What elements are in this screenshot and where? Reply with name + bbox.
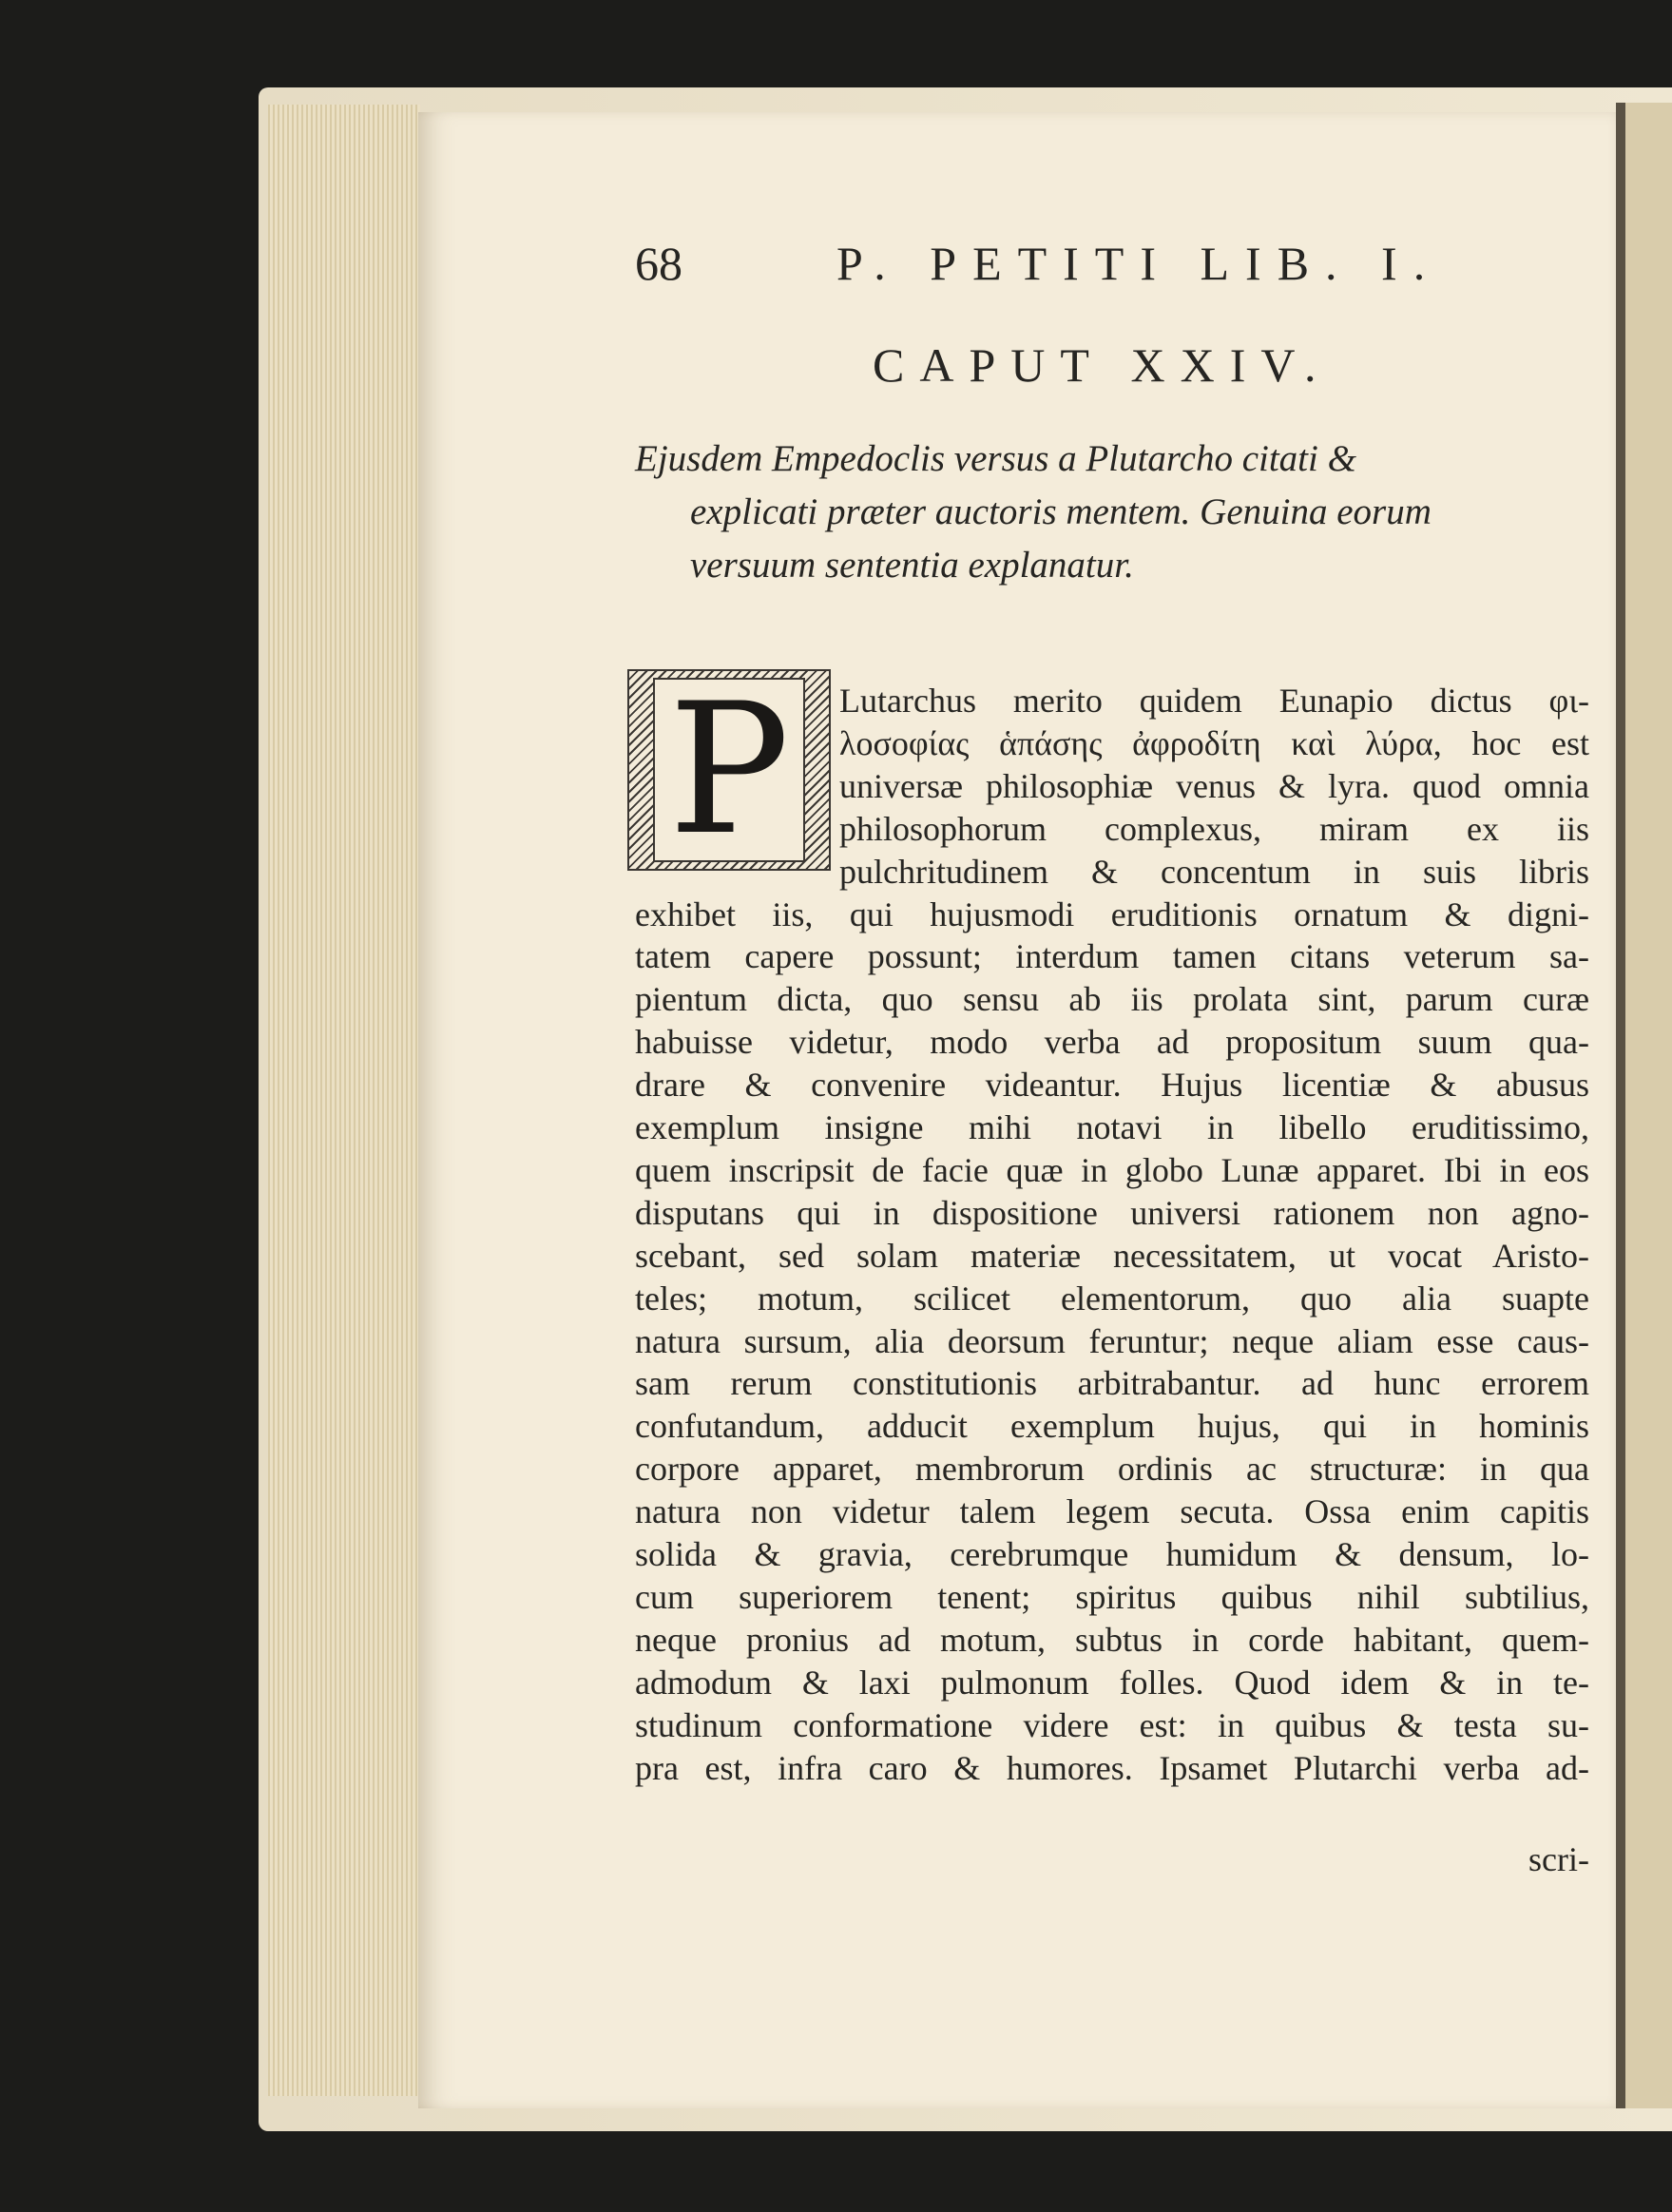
body-line: quem inscripsit de facie quæ in globo Lunæ apparet. Ibi in eos — [635, 1151, 1589, 1189]
body-line: natura sursum, alia deorsum feruntur; neque aliam esse caus- — [635, 1322, 1589, 1360]
page-number: 68 — [635, 237, 682, 290]
body-line: studinum conformatione videre est: in quibus & testa su- — [635, 1706, 1589, 1744]
body-line: solida & gravia, cerebrumque humidum & densum, lo- — [635, 1535, 1589, 1573]
body-line: philosophorum complexus, miram ex iis — [839, 810, 1589, 848]
catchword: scri- — [1528, 1840, 1589, 1878]
chapter-title: CAPUT XXIV. — [873, 338, 1332, 392]
decorated-initial — [627, 664, 831, 875]
summary-line: versuum sententia explanatur. — [690, 545, 1134, 586]
body-line: admodum & laxi pulmonum folles. Quod idem & in te- — [635, 1664, 1589, 1702]
summary-line: Ejusdem Empedoclis versus a Plutarcho citati & — [635, 438, 1356, 479]
body-line: teles; motum, scilicet elementorum, quo alia suapte — [635, 1279, 1589, 1318]
body-line: cum superiorem tenent; spiritus quibus nihil subtilius, — [635, 1578, 1589, 1616]
body-line: λοσοφίας ἁπάσης ἀφροδίτη καὶ λύρα, hoc est — [839, 724, 1589, 762]
body-line: pientum dicta, quo sensu ab iis prolata sint, parum curæ — [635, 980, 1589, 1018]
body-line: pra est, infra caro & humores. Ipsamet Plutarchi verba ad- — [635, 1749, 1589, 1787]
body-line: neque pronius ad motum, subtus in corde habitant, quem- — [635, 1621, 1589, 1659]
running-header — [635, 236, 1586, 293]
body-line: sam rerum constitutionis arbitrabantur. ad hunc errorem — [635, 1364, 1589, 1402]
summary-line: explicati præter auctoris mentem. Genuina eorum — [690, 491, 1432, 532]
body-line: tatem capere possunt; interdum tamen citans veterum sa- — [635, 937, 1589, 975]
body-line: disputans qui in dispositione universi rationem non agno- — [635, 1194, 1589, 1232]
body-line: universæ philosophiæ venus & lyra. quod omnia — [839, 767, 1589, 805]
body-line: scebant, sed solam materiæ necessitatem, ut vocat Aristo- — [635, 1237, 1589, 1275]
body-line: corpore apparet, membrorum ordinis ac structuræ: in qua — [635, 1450, 1589, 1488]
initial-letter: P — [653, 678, 805, 862]
body-line: exhibet iis, qui hujusmodi eruditionis ornatum & digni- — [635, 895, 1589, 933]
body-line: confutandum, adducit exemplum hujus, qui in hominis — [635, 1407, 1589, 1445]
running-title: P. PETITI LIB. I. — [836, 237, 1442, 290]
body-line: Lutarchus merito quidem Eunapio dictus φι- — [839, 682, 1589, 720]
chapter-summary — [635, 433, 1586, 592]
body-line: exemplum insigne mihi notavi in libello eruditissimo, — [635, 1108, 1589, 1146]
body-line: habuisse videtur, modo verba ad propositum suum qua- — [635, 1023, 1589, 1061]
page-edges — [268, 105, 420, 2096]
facing-page-edge — [1616, 103, 1672, 2108]
body-line: natura non videtur talem legem secuta. Ossa enim capitis — [635, 1492, 1589, 1530]
body-line: pulchritudinem & concentum in suis libris — [839, 853, 1589, 891]
body-line: drare & convenire videantur. Hujus licentiæ & abusus — [635, 1066, 1589, 1104]
